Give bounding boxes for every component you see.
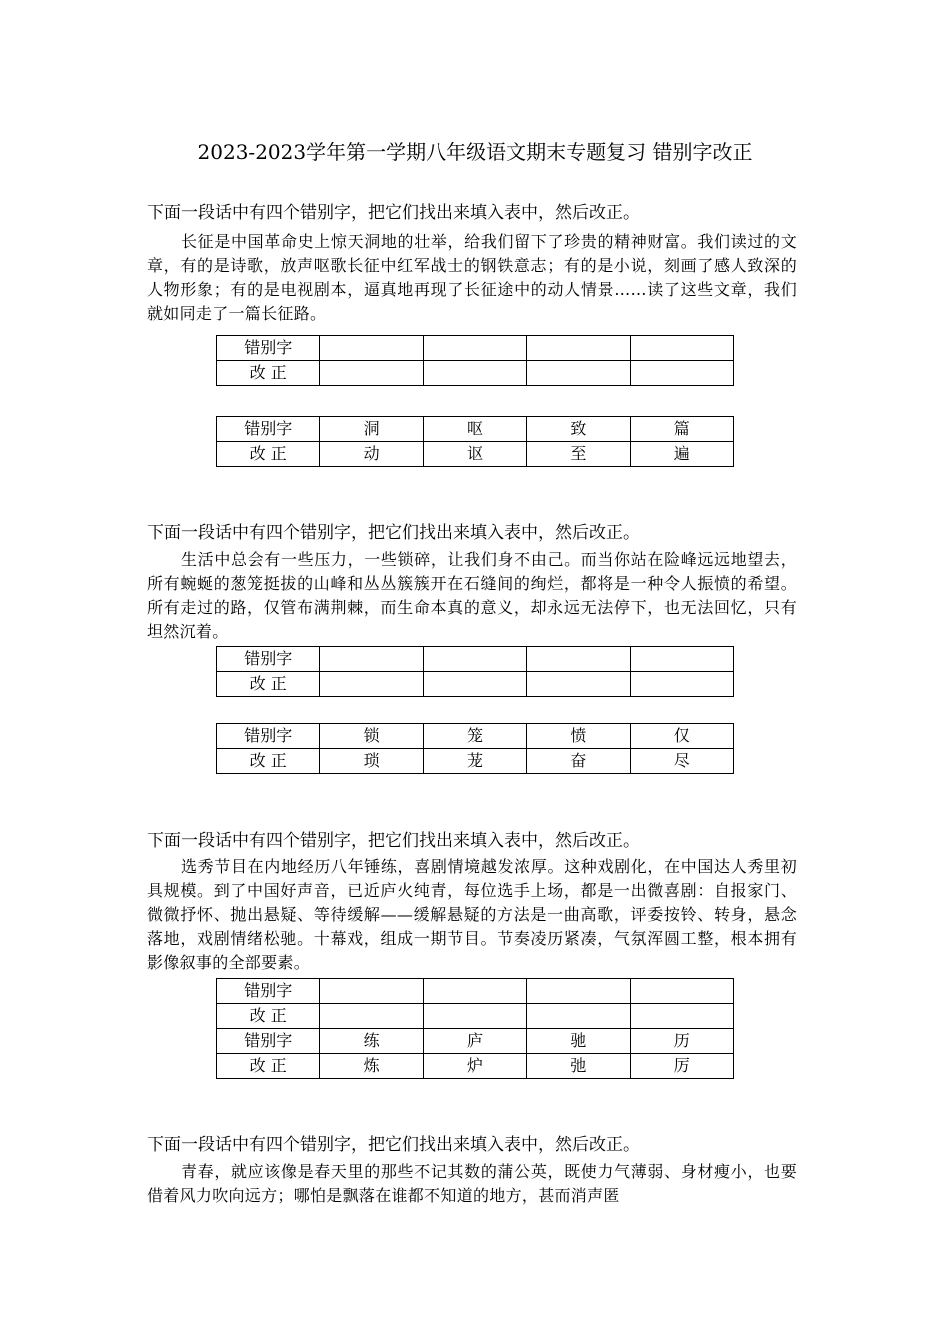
section-3-combined-table bbox=[216, 978, 734, 1079]
table-header-cell: 改 正 bbox=[217, 749, 320, 774]
section-4-prompt: 下面一段话中有四个错别字，把它们找出来填入表中，然后改正。 bbox=[147, 1135, 640, 1155]
table-header-cell: 错别字 bbox=[217, 417, 320, 442]
table-row bbox=[217, 647, 734, 672]
table-cell: 历 bbox=[630, 1029, 733, 1054]
table-cell: 动 bbox=[320, 442, 423, 467]
table-header-cell: 改 正 bbox=[217, 442, 320, 467]
table-row bbox=[217, 749, 734, 774]
table-cell bbox=[320, 336, 423, 361]
table-cell bbox=[423, 979, 526, 1004]
table-header-cell: 错别字 bbox=[217, 336, 320, 361]
table-header-cell: 错别字 bbox=[217, 724, 320, 749]
table-cell: 弛 bbox=[527, 1054, 630, 1079]
section-1-answer-table bbox=[216, 335, 734, 386]
table-cell bbox=[320, 979, 423, 1004]
table-cell: 遍 bbox=[630, 442, 733, 467]
table-cell: 尽 bbox=[630, 749, 733, 774]
table-cell bbox=[527, 1004, 630, 1029]
table-cell: 厉 bbox=[630, 1054, 733, 1079]
page-title: 2023-2023学年第一学期八年级语文期末专题复习 错别字改正 bbox=[197, 140, 753, 164]
table-row bbox=[217, 1054, 734, 1079]
table-cell bbox=[320, 1004, 423, 1029]
table-cell bbox=[320, 361, 423, 386]
section-2-key-table bbox=[216, 723, 734, 774]
table-header-cell: 错别字 bbox=[217, 979, 320, 1004]
table-cell bbox=[630, 336, 733, 361]
table-cell bbox=[527, 336, 630, 361]
table-header-cell: 改 正 bbox=[217, 1004, 320, 1029]
table-row bbox=[217, 1004, 734, 1029]
table-cell: 练 bbox=[320, 1029, 423, 1054]
table-row bbox=[217, 442, 734, 467]
table-cell: 锁 bbox=[320, 724, 423, 749]
table-cell bbox=[630, 672, 733, 697]
table-cell: 笼 bbox=[423, 724, 526, 749]
section-4-passage: 青春，就应该像是春天里的那些不记其数的蒲公英，既使力气薄弱、身材瘦小，也要借着风力吹向远方；哪怕是飘落在谁都不知道的地方，甚而消声匿 bbox=[147, 1162, 797, 1205]
table-cell: 琐 bbox=[320, 749, 423, 774]
table-row bbox=[217, 724, 734, 749]
table-cell bbox=[630, 647, 733, 672]
table-row bbox=[217, 1029, 734, 1054]
table-cell: 仅 bbox=[630, 724, 733, 749]
table-row bbox=[217, 336, 734, 361]
table-cell: 至 bbox=[527, 442, 630, 467]
table-header-cell: 改 正 bbox=[217, 1054, 320, 1079]
section-1-prompt: 下面一段话中有四个错别字，把它们找出来填入表中，然后改正。 bbox=[147, 203, 640, 223]
table-header-cell: 改 正 bbox=[217, 672, 320, 697]
table-cell bbox=[423, 336, 526, 361]
section-2-passage: 生活中总会有一些压力，一些锁碎，让我们身不由己。而当你站在险峰远远地望去，所有蜿蜒的葱笼挺拔的山峰和丛丛簇簇开在石缝间的绚烂，都将是一种令人振愤的希望。所有走过的路，仅管布满荆棘，而生命本真的意义，却永远无法停下，也无法回忆，只有坦然沉着。 bbox=[147, 550, 797, 641]
table-cell: 茏 bbox=[423, 749, 526, 774]
section-3-passage: 选秀节目在内地经历八年锤练，喜剧情境越发浓厚。这种戏剧化，在中国达人秀里初具规模。到了中国好声音，已近庐火纯青，每位选手上场，都是一出微喜剧：自报家门、微微抒怀、抛出悬疑、等待缓解——缓解悬疑的方法是一曲高歌，评委按铃、转身，悬念落地，戏剧情绪松驰。十幕戏，组成一期节目。节奏凌历紧凑，气氛浑圆工整，根本拥有影像叙事的全部要素。 bbox=[147, 857, 797, 972]
table-cell bbox=[527, 647, 630, 672]
section-2-answer-table bbox=[216, 646, 734, 697]
section-1-key-table bbox=[216, 416, 734, 467]
table-cell bbox=[423, 361, 526, 386]
table-cell bbox=[320, 647, 423, 672]
table-row bbox=[217, 417, 734, 442]
table-cell: 炼 bbox=[320, 1054, 423, 1079]
table-cell bbox=[527, 979, 630, 1004]
table-cell bbox=[527, 672, 630, 697]
table-cell: 庐 bbox=[423, 1029, 526, 1054]
table-cell bbox=[630, 361, 733, 386]
table-row bbox=[217, 979, 734, 1004]
table-cell bbox=[423, 647, 526, 672]
table-cell: 讴 bbox=[423, 442, 526, 467]
table-row bbox=[217, 672, 734, 697]
table-cell: 致 bbox=[527, 417, 630, 442]
table-cell bbox=[423, 1004, 526, 1029]
table-cell: 愤 bbox=[527, 724, 630, 749]
section-2-prompt: 下面一段话中有四个错别字，把它们找出来填入表中，然后改正。 bbox=[147, 523, 640, 543]
table-row bbox=[217, 361, 734, 386]
table-cell: 奋 bbox=[527, 749, 630, 774]
table-header-cell: 错别字 bbox=[217, 647, 320, 672]
table-cell bbox=[320, 672, 423, 697]
table-cell: 炉 bbox=[423, 1054, 526, 1079]
table-cell bbox=[423, 672, 526, 697]
section-3-prompt: 下面一段话中有四个错别字，把它们找出来填入表中，然后改正。 bbox=[147, 831, 640, 851]
table-cell bbox=[630, 979, 733, 1004]
table-cell bbox=[527, 361, 630, 386]
table-header-cell: 错别字 bbox=[217, 1029, 320, 1054]
section-1-passage: 长征是中国革命史上惊天洞地的壮举，给我们留下了珍贵的精神财富。我们读过的文章，有的是诗歌，放声呕歌长征中红军战士的钢铁意志；有的是小说，刻画了感人致深的人物形象；有的是电视剧本，逼真地再现了长征途中的动人情景……读了这些文章，我们就如同走了一篇长征路。 bbox=[147, 232, 797, 323]
table-cell: 驰 bbox=[527, 1029, 630, 1054]
table-cell bbox=[630, 1004, 733, 1029]
table-cell: 洞 bbox=[320, 417, 423, 442]
table-header-cell: 改 正 bbox=[217, 361, 320, 386]
table-cell: 呕 bbox=[423, 417, 526, 442]
table-cell: 篇 bbox=[630, 417, 733, 442]
